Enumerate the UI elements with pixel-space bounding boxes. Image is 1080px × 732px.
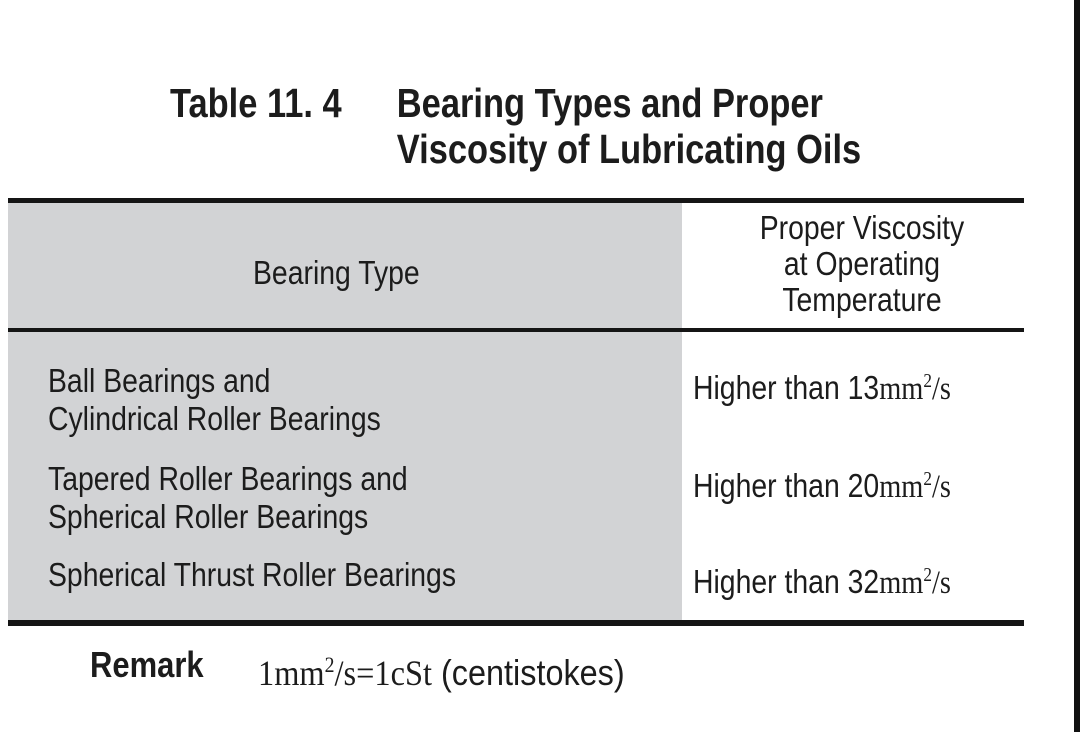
remark-text — [258, 645, 625, 693]
remark-centistokes: (centistokes) — [432, 652, 625, 693]
bearing-type-line: Ball Bearings and — [48, 362, 271, 399]
bearing-type-line: Spherical Thrust Roller Bearings — [48, 556, 457, 593]
viscosity-suffix: /s — [931, 469, 951, 505]
viscosity-prefix: Higher than — [693, 467, 848, 504]
viscosity-suffix: /s — [931, 371, 951, 407]
viscosity-exponent: 2 — [923, 468, 932, 490]
viscosity-exponent: 2 — [923, 370, 932, 392]
viscosity-value: 20 — [847, 467, 880, 504]
column-header-line: Proper Viscosity — [759, 209, 965, 246]
table-title — [170, 80, 861, 172]
table-bottom-rule — [8, 620, 1024, 626]
table-title-line-2: Viscosity of Lubricating Oils — [396, 126, 862, 172]
viscosity-exponent: 2 — [923, 564, 932, 586]
viscosity-unit: mm — [879, 371, 924, 407]
bearing-type-line: Spherical Roller Bearings — [48, 498, 369, 535]
viscosity-unit: mm — [879, 469, 924, 505]
column-header-proper-viscosity — [733, 210, 991, 318]
remark-exponent: 2 — [324, 652, 335, 677]
viscosity-value: 32 — [847, 563, 880, 600]
remark-note — [90, 644, 625, 693]
table-title-line-1: Bearing Types and Proper — [396, 80, 823, 126]
column-header-line: at Operating — [783, 245, 941, 282]
table-number: Table 11. 4 — [170, 80, 342, 126]
viscosity-suffix: /s — [931, 565, 951, 601]
column-header-bearing-type: Bearing Type — [253, 254, 420, 291]
table-row-2-viscosity — [693, 460, 951, 506]
page-edge-bar — [1074, 0, 1080, 732]
viscosity-prefix: Higher than — [693, 563, 848, 600]
viscosity-prefix: Higher than — [693, 369, 848, 406]
table-row-3-bearing-type — [48, 556, 456, 594]
table-row-1-bearing-type — [48, 362, 381, 438]
remark-lhs: 1mm — [258, 653, 325, 693]
viscosity-unit: mm — [879, 565, 924, 601]
remark-label: Remark — [90, 644, 204, 685]
bearing-type-line: Cylindrical Roller Bearings — [48, 400, 381, 437]
viscosity-value: 13 — [847, 369, 880, 406]
remark-rhs: /s=1cSt — [334, 653, 433, 693]
table-row-3-viscosity — [693, 556, 951, 602]
table-row-1-viscosity — [693, 362, 951, 408]
bearing-type-line: Tapered Roller Bearings and — [48, 460, 408, 497]
viscosity-table — [8, 198, 1024, 626]
table-row-2-bearing-type — [48, 460, 408, 536]
column-header-line: Temperature — [782, 281, 942, 318]
